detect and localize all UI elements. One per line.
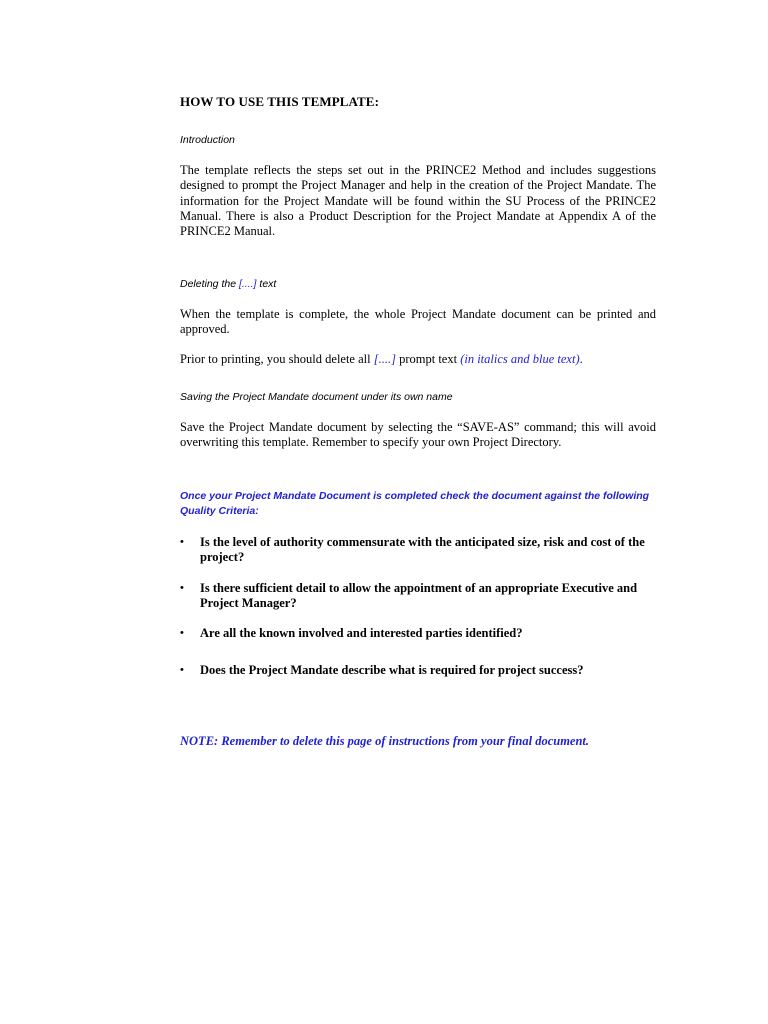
quality-criteria-intro: Once your Project Mandate Document is completed check the document against the following Quality Criteria: [180,490,650,517]
paragraph2-middle: prompt text [395,352,461,366]
paragraph2-prefix: Prior to printing, you should delete all [180,352,374,366]
paragraph2-suffix: . [579,352,583,366]
deleting-subhead [180,278,276,290]
introduction-subhead: Introduction [180,134,235,146]
bullet-icon: • [180,627,184,640]
paragraph2-note: (in italics and blue text) [460,352,580,366]
list-item [180,663,656,678]
introduction-paragraph: The template reflects the steps set out in the PRINCE2 Method and includes suggestions designed to prompt the Project Manager and help in the creation of the Project Mandate. The information for the Project Mandate will be found within the SU Process of the PRINCE2 Manual. There is also a Product Description for the Project Mandate at Appendix A of the PRINCE2 Manual. [180,163,656,239]
list-item [180,535,656,566]
deleting-paragraph-1: When the template is complete, the whole Project Mandate document can be printed and approved. [180,307,656,337]
bullet-icon: • [180,536,184,548]
paragraph2-marker: [....] [373,352,396,366]
list-item [180,581,656,612]
saving-subhead: Saving the Project Mandate document under its own name [180,391,453,403]
delete-instructions-note: NOTE: Remember to delete this page of instructions from your final document. [180,734,590,748]
saving-paragraph: Save the Project Mandate document by selecting the “SAVE-AS” command; this will avoid overwriting this template. Remember to specify your own Project Directory. [180,420,656,450]
page-heading: HOW TO USE THIS TEMPLATE: [180,94,380,109]
bullet-icon: • [180,581,184,594]
quality-criteria-list [180,535,656,679]
list-item [180,626,656,641]
criteria-text: Is the level of authority commensurate with the anticipated size, risk and cost of the project? [200,535,645,565]
criteria-text: Are all the known involved and interested parties identified? [200,626,523,641]
deleting-subhead-prefix: Deleting the [180,278,239,290]
deleting-subhead-suffix: text [256,278,277,290]
deleting-subhead-marker: [....] [238,278,257,290]
criteria-text: Does the Project Mandate describe what is required for project success? [200,663,584,678]
bullet-icon: • [180,664,184,677]
deleting-paragraph-2 [180,352,656,367]
criteria-text: Is there sufficient detail to allow the appointment of an appropriate Executive and Project Manager? [200,580,638,610]
